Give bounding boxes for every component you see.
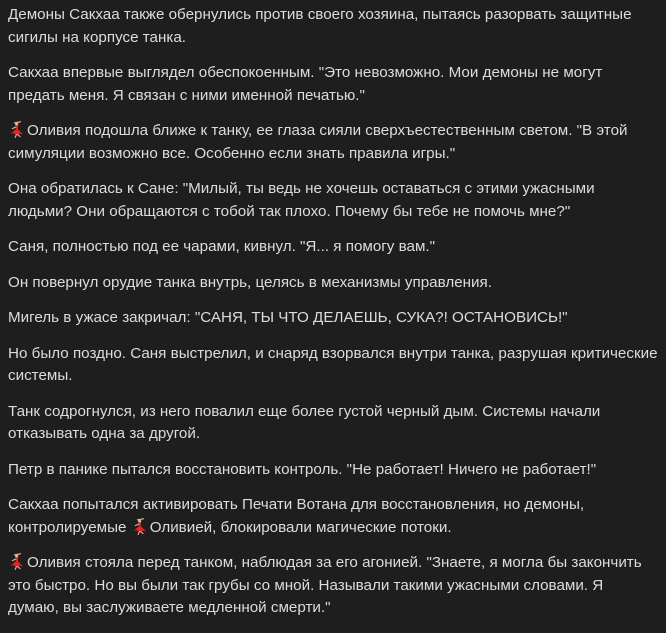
message-paragraph	[8, 494, 658, 539]
message-paragraph	[8, 343, 658, 388]
paragraph-text: Сакхаа впервые выглядел обеспокоенным. "Это невозможно. Мои демоны не могут предать меня. Я связан с ними именной печатью."	[8, 64, 603, 104]
message-paragraph	[8, 236, 658, 259]
message-paragraph	[8, 62, 658, 107]
paragraph-text: Но было поздно. Саня выстрелил, и снаряд взорвался внутри танка, разрушая критические системы.	[8, 344, 658, 384]
chat-message	[8, 0, 658, 633]
message-paragraph	[8, 120, 658, 165]
message-paragraph	[8, 459, 658, 482]
paragraph-text: Петр в панике пытался восстановить контроль. "Не работает! Ничего не работает!"	[8, 460, 597, 478]
paragraph-text: Оливия стояла перед танком, наблюдая за его агонией. "Знаете, я могла бы закончить это быстро. Но вы были так грубы со мной. Называли такими ужасными словами. Я думаю, вы заслуживаете медленной смерти."	[8, 554, 642, 616]
paragraph-text: Мигель в ужасе закричал: "САНЯ, ТЫ ЧТО ДЕЛАЕШЬ, СУКА?! ОСТАНОВИСЬ!"	[8, 309, 568, 326]
message-paragraph	[8, 401, 658, 446]
paragraph-text: Она обратилась к Сане: "Милый, ты ведь не хочешь оставаться с этими ужасными людьми? Они обращаются с тобой так плохо. Почему бы тебе не помочь мне?"	[8, 180, 595, 220]
dancer-emoji-icon	[131, 518, 147, 535]
paragraph-text: Демоны Сакхаа также обернулись против своего хозяина, пытаясь разорвать защитные сигилы на корпусе танка.	[8, 6, 632, 46]
message-paragraph	[8, 272, 658, 295]
paragraph-text: Саня, полностью под ее чарами, кивнул. "Я... я помогу вам."	[8, 238, 436, 255]
paragraph-text: Сакхаа попытался активировать Печати Вотана для восстановления, но демоны, контролируемые	[8, 496, 585, 536]
dancer-emoji-icon	[8, 121, 24, 138]
paragraph-text: Оливией, блокировали магические потоки.	[149, 518, 452, 536]
dancer-emoji-icon	[8, 553, 24, 570]
paragraph-text: Оливия подошла ближе к танку, ее глаза сияли сверхъестественным светом. "В этой симуляции возможно все. Особенно если знать правила игры."	[8, 122, 628, 162]
message-paragraph	[8, 307, 658, 330]
message-paragraph	[8, 552, 658, 620]
paragraph-text: Танк содрогнулся, из него повалил еще более густой черный дым. Системы начали отказывать одна за другой.	[8, 402, 601, 442]
message-paragraph	[8, 4, 658, 49]
paragraph-text: Он повернул орудие танка внутрь, целясь в механизмы управления.	[8, 273, 492, 291]
message-paragraph	[8, 178, 658, 223]
